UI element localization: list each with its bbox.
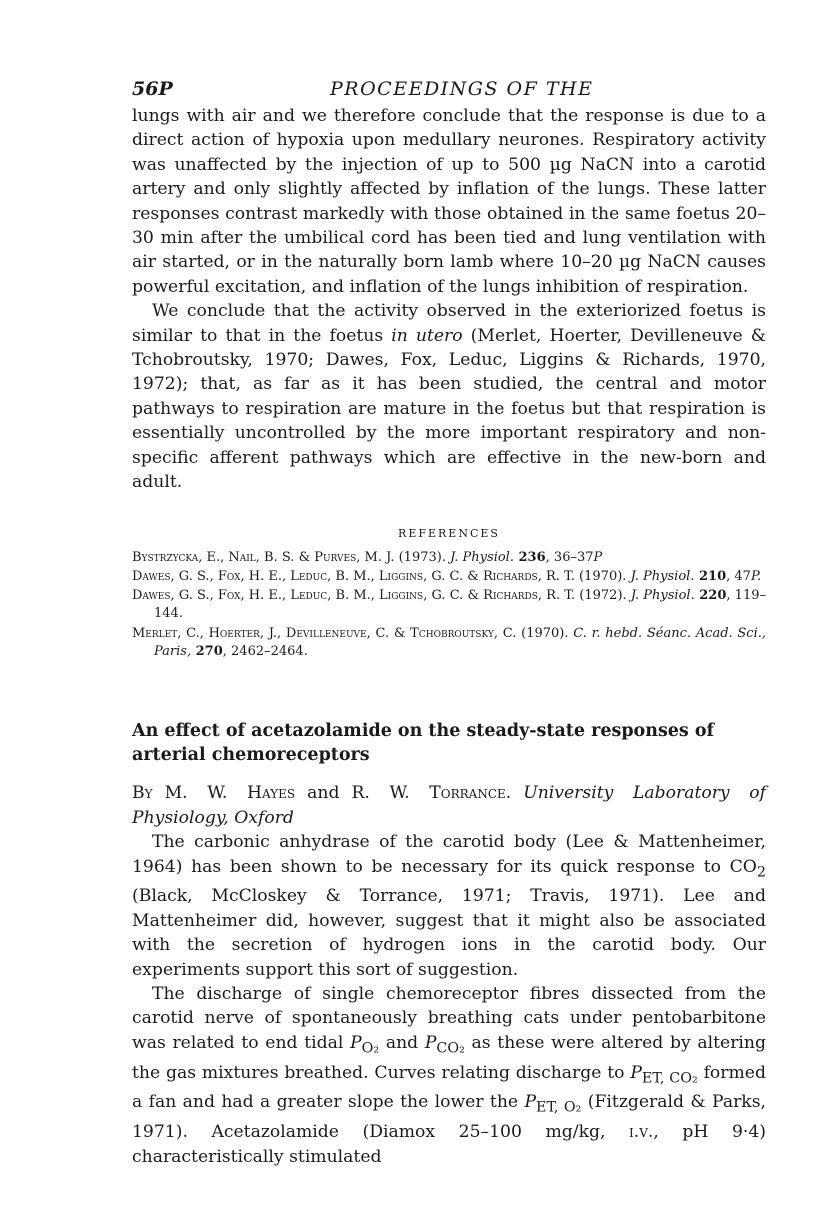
author-name: R. W. Torrance.	[351, 783, 512, 804]
references-heading: REFERENCES	[398, 526, 500, 540]
reference-item: Dawes, G. S., Fox, H. E., Leduc, B. M., Liggins, G. C. & Richards, R. T. (1972). J. Physiol. 220, 119–144.	[132, 588, 766, 622]
reference-item: Bystrzycka, E., Nail, B. S. & Purves, M. J. (1973). J. Physiol. 236, 36–37P	[132, 549, 603, 565]
page-header	[132, 78, 766, 104]
author-name: M. W. Hayes	[164, 783, 296, 804]
reference-item: Dawes, G. S., Fox, H. E., Leduc, B. M., Liggins, G. C. & Richards, R. T. (1970). J. Physiol. 210, 47P.	[132, 568, 762, 584]
abstract-paragraph: The carbonic anhydrase of the carotid body (Lee & Mattenheimer, 1964) has been shown to be necessary for its quick response to $CO_2$ (Black, McCloskey & Torrance, 1971; Travis, 1971). Lee and Mattenheimer did, however, suggest that it might also be associated with the secretion of hydrogen ions in the carotid body. Our experiments support this sort of suggestion.	[132, 832, 766, 980]
page-number: 56P	[132, 78, 173, 100]
byline: By M. W. Hayes and R. W. Torrance. University Laboratory of Physiology, Oxford	[132, 783, 767, 828]
running-title: PROCEEDINGS OF THE	[330, 78, 594, 100]
journal-page	[132, 78, 766, 1169]
continued-paragraph: lungs with air and we therefore conclude that the response is due to a direct action of hypoxia upon medullary neurones. Respiratory activity was unaffected by the injection of up to 500 µg NaCN into a carotid artery and only slightly affected by inflation of the lungs. These latter responses contrast markedly with those obtained in the same foetus 20–30 min after the umbilical cord has been tied and lung ventilation with air started, or in the naturally born lamb where 10–20 µg NaCN causes powerful excitation, and inflation of the lungs inhibition of respiration.	[132, 106, 766, 297]
methods-paragraph: The discharge of single chemoreceptor fibres dissected from the carotid nerve of spontaneously breathing cats under pentobarbitone was related to end tidal $P_{O_2}$ and $P_{CO_2}$ as these were altered by altering the gas mixtures breathed. Curves relating discharge to $P_{ET, CO_2}$ formed a fan and had a greater slope the lower the $P_{ET, O_2}$ (Fitzgerald & Parks, 1971). Acetazolamide (Diamox 25–100 mg/kg, i.v., pH 9·4) characteristically stimulated	[132, 983, 766, 1167]
article-title: An effect of acetazolamide on the steady-state responses of arterial chemoreceptors	[132, 721, 715, 766]
reference-item: Merlet, C., Hoerter, J., Devilleneuve, C. & Tchobroutsky, C. (1970). C. r. hebd. Séanc. Acad. Sci., Paris, 270, 2462–2464.	[132, 625, 767, 659]
affiliation: University Laboratory of Physiology, Oxford	[132, 783, 767, 828]
conclusion-paragraph: We conclude that the activity observed in the exteriorized foetus is similar to that in the foetus in utero (Merlet, Hoerter, Devilleneuve & Tchobroutsky, 1970; Dawes, Fox, Leduc, Liggins & Richards, 1970, 1972); that, as far as it has been studied, the central and motor pathways to respiration are mature in the foetus but that respiration is essentially uncontrolled by the more important respiratory and non-specific afferent pathways which are effective in the new-born and adult.	[132, 301, 766, 493]
